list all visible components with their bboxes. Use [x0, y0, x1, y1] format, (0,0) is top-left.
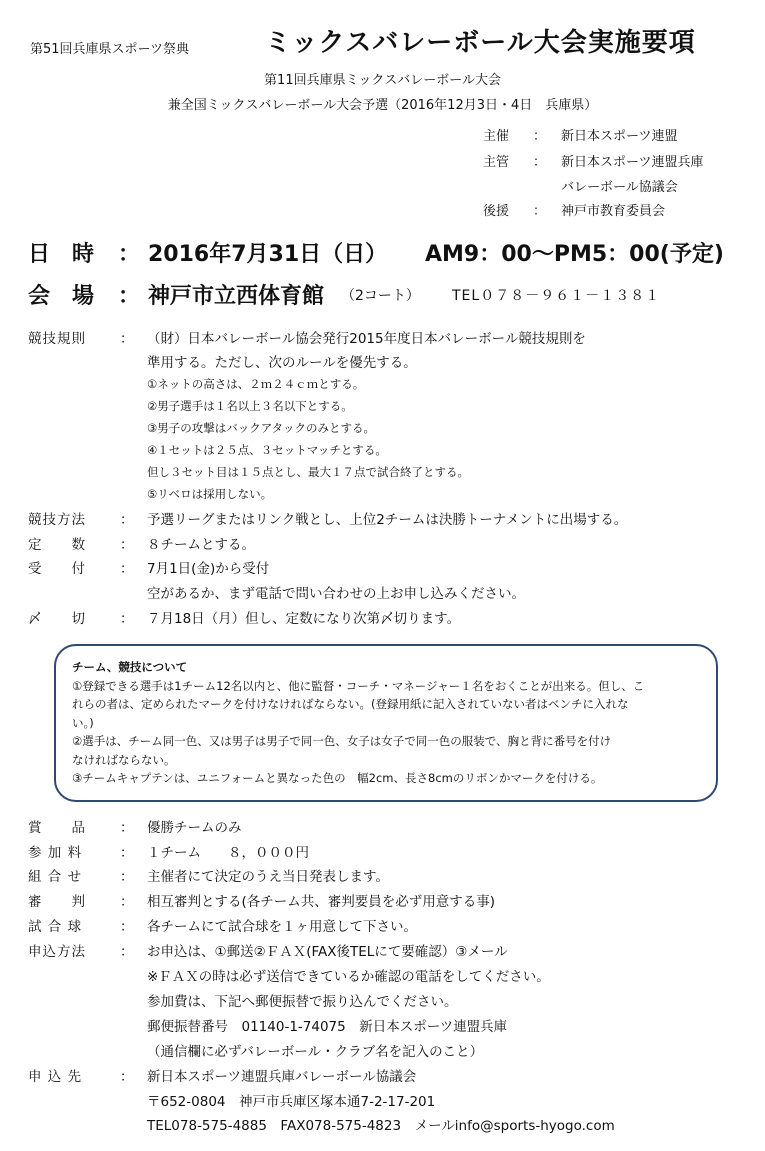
reception-label: 受 付	[28, 561, 86, 577]
notice-line: ①登録できる選手は1チーム12名以内と、他に監督・コーチ・マネージャー１名をおくことが出来る。但し、こ	[72, 678, 645, 693]
contact-address: 〒652-0804 神戸市兵庫区塚本通7-2-17-201	[147, 1094, 436, 1110]
prize-colon: ：	[120, 820, 134, 836]
organizer-value: 神戸市教育委員会	[561, 204, 666, 219]
deadline-colon: ：	[120, 611, 134, 627]
contact-phone-email: TEL078-575-4885 FAX078-575-4823 メールinfo@sports-hyogo.com	[147, 1118, 615, 1134]
rule-item: ③男子の攻撃はバックアタックのみとする。	[147, 421, 376, 435]
ball-colon: ：	[120, 919, 134, 935]
ball-value: 各チームにて試合球を１ヶ用意して下さい。	[147, 919, 417, 935]
contact-org: 新日本スポーツ連盟兵庫バレーボール協議会	[147, 1069, 417, 1085]
referee-colon: ：	[120, 894, 134, 910]
fee-value: １チーム ８，０００円	[147, 845, 309, 861]
venue-colon: ：	[118, 284, 141, 309]
notice-content	[72, 658, 704, 788]
organizer-colon: ：	[533, 204, 547, 219]
rules-line: （財）日本バレーボール協会発行2015年度日本バレーボール競技規則を	[147, 331, 586, 347]
event-subtitle: 第51回兵庫県スポーツ祭典	[30, 42, 190, 57]
prize-value: 優勝チームのみ	[147, 820, 242, 836]
venue-label: 会 場	[28, 284, 95, 309]
organizer-value: 新日本スポーツ連盟兵庫	[561, 155, 704, 170]
datetime-colon: ：	[118, 242, 141, 267]
organizer-label: 後援	[483, 204, 510, 219]
apply-line: （通信欄に必ずバレーボール・クラブ名を記入のこと）	[147, 1044, 484, 1060]
rule-item: ①ネットの高さは、２ｍ２４ｃｍとする。	[147, 377, 365, 391]
organizer-label: 主管	[483, 155, 510, 170]
team-rules-notice	[54, 644, 718, 802]
referee-label: 審 判	[28, 894, 86, 910]
rule-item: 但し３セット目は１５点とし、最大１７点で試合終了とする。	[147, 465, 469, 479]
organizer-colon: ：	[533, 155, 547, 170]
ball-label: 試 合 球	[28, 919, 83, 935]
contact-label: 申 込 先	[28, 1069, 83, 1085]
event-time: AM9：00～PM5：00(予定)	[425, 242, 724, 267]
page-title: ミックスバレーボール大会実施要項	[265, 28, 696, 58]
draw-label: 組 合 せ	[28, 869, 83, 885]
rules-line: 準用する。ただし、次のルールを優先する。	[147, 355, 417, 371]
apply-line: ※ＦＡＸの時は必ず送信できているか確認の電話をしてください。	[147, 969, 550, 985]
rule-item: ⑤リベロは採用しない。	[147, 487, 273, 501]
fee-colon: ：	[120, 845, 134, 861]
tournament-name: 第11回兵庫県ミックスバレーボール大会	[264, 73, 501, 88]
reception-note: 空があるか、まず電話で問い合わせの上お申し込みください。	[147, 586, 525, 602]
notice-line: ③チームキャプテンは、ユニフォームと異なった色の 幅2cm、長さ8cmのリボンかマークを付ける。	[72, 771, 603, 785]
method-colon: ：	[120, 512, 134, 528]
notice-line: い。)	[72, 715, 94, 730]
draw-colon: ：	[120, 869, 134, 885]
reception-colon: ：	[120, 561, 134, 577]
venue-tel: TEL０７８－９６１－１３８１	[452, 288, 661, 304]
event-date: 2016年7月31日（日）	[148, 242, 388, 267]
organizer-value: バレーボール協議会	[561, 180, 678, 195]
apply-line: お申込は、①郵送②ＦＡＸ(FAX後TELにて要確認）③メール	[147, 944, 508, 960]
apply-colon: ：	[120, 944, 134, 960]
capacity-label: 定 数	[28, 537, 86, 553]
draw-value: 主催者にて決定のうえ当日発表します。	[147, 869, 389, 885]
organizer-colon: ：	[533, 129, 547, 144]
notice-line: なければならない。	[72, 752, 176, 767]
prize-label: 賞 品	[28, 820, 86, 836]
datetime-label: 日 時	[28, 242, 95, 267]
capacity-value: ８チームとする。	[147, 537, 255, 553]
notice-heading: チーム、競技について	[72, 660, 188, 674]
deadline-label: 〆 切	[28, 611, 86, 627]
rule-item: ④１セットは２５点、３セットマッチとする。	[147, 443, 387, 457]
referee-value: 相互審判とする(各チーム共、審判要員を必ず用意する事)	[147, 894, 496, 910]
rules-colon: ：	[120, 331, 134, 347]
apply-label: 申込方法	[28, 944, 86, 960]
organizer-value: 新日本スポーツ連盟	[561, 129, 678, 144]
capacity-colon: ：	[120, 537, 134, 553]
rules-label: 競技規則	[28, 331, 86, 347]
reception-start: 7月1日(金)から受付	[147, 561, 270, 577]
qualifier-note: 兼全国ミックスバレーボール大会予選（2016年12月3日・4日 兵庫県）	[167, 98, 598, 113]
deadline-value: ７月18日（月）但し、定数になり次第〆切ります。	[147, 611, 461, 627]
organizer-label: 主催	[483, 129, 510, 144]
method-value: 予選リーグまたはリンク戦とし、上位2チームは決勝トーナメントに出場する。	[147, 512, 628, 528]
notice-line: れらの者は、定められたマークを付けなければならない。(登録用紙に記入されていない者はベンチに入れな	[72, 697, 629, 711]
apply-line: 参加費は、下記へ郵便振替で振り込んでください。	[147, 994, 458, 1010]
apply-line: 郵便振替番号 01140-1-74075 新日本スポーツ連盟兵庫	[147, 1019, 508, 1035]
notice-line: ②選手は、チーム同一色、又は男子は男子で同一色、女子は女子で同一色の服装で、胸と背に番号を付け	[72, 734, 612, 748]
rule-item: ②男子選手は１名以上３名以下とする。	[147, 399, 353, 413]
fee-label: 参 加 料	[28, 845, 83, 861]
method-label: 競技方法	[28, 512, 86, 528]
venue-name: 神戸市立西体育館	[148, 284, 325, 309]
contact-colon: ：	[120, 1069, 134, 1085]
venue-courts: （2コート）	[341, 288, 420, 304]
